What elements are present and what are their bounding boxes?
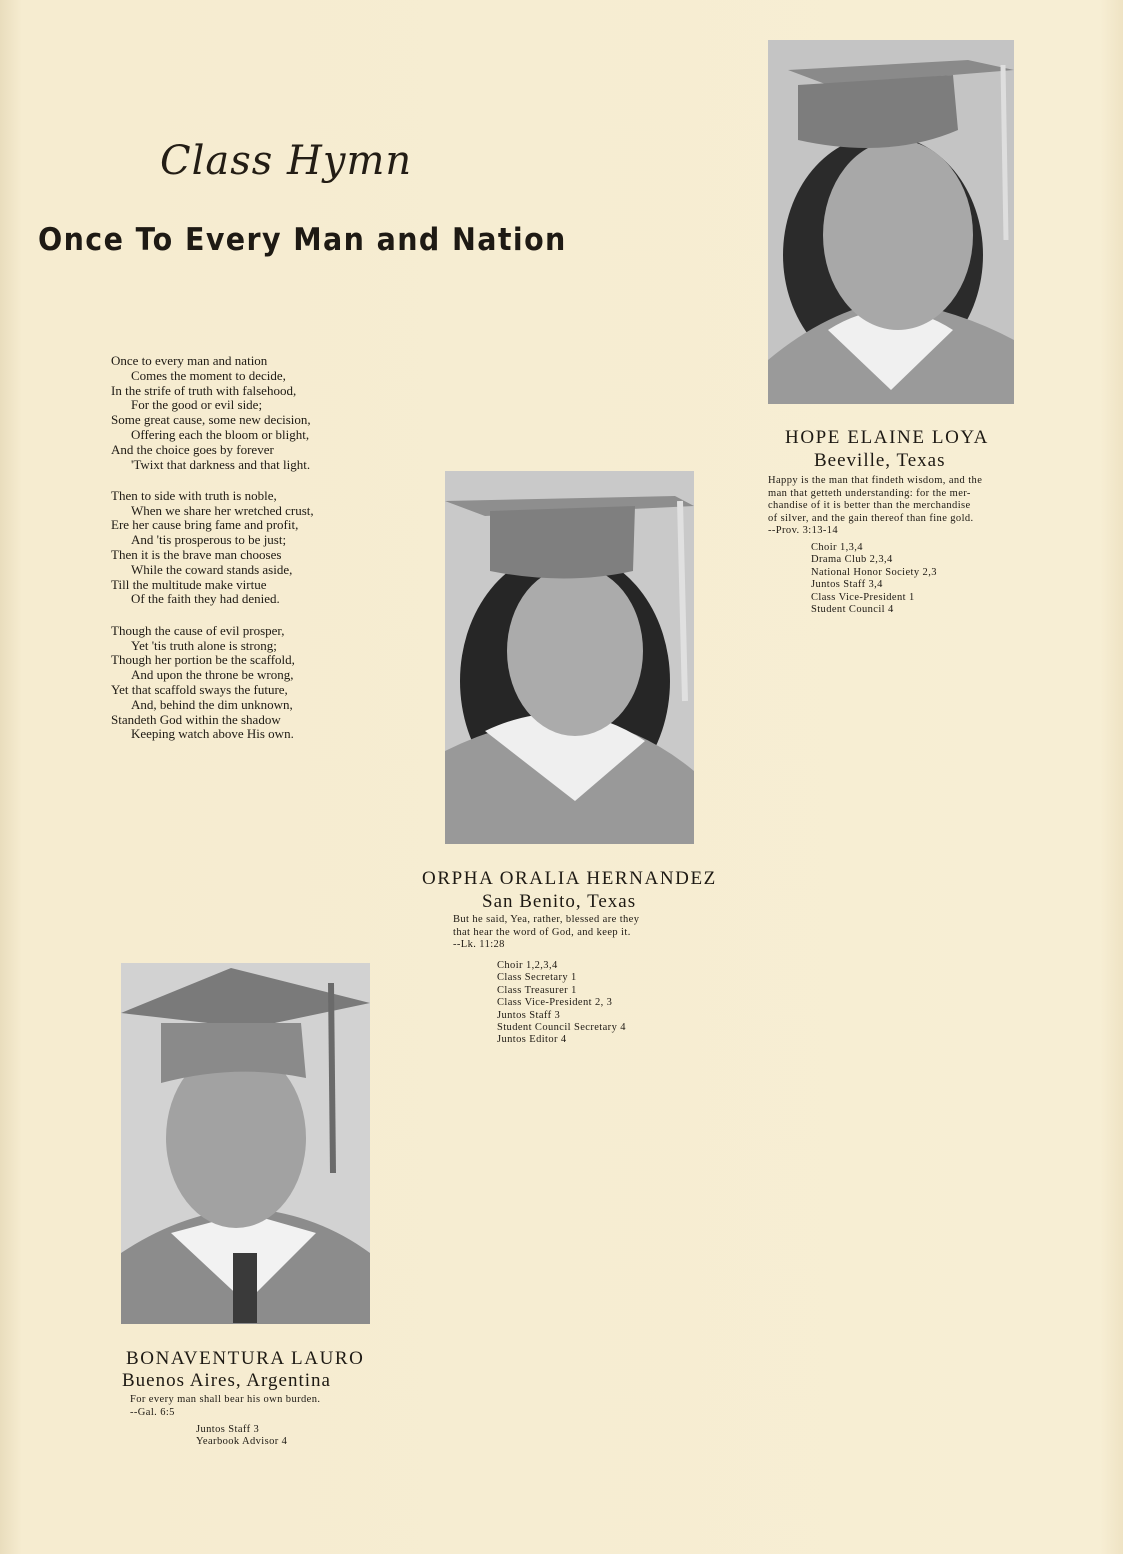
hymn-line: In the strife of truth with falsehood, xyxy=(111,382,297,398)
activity-item: Choir 1,2,3,4 xyxy=(497,960,558,971)
senior-hometown: San Benito, Texas xyxy=(482,891,637,912)
quote-line: that hear the word of God, and keep it. xyxy=(453,926,631,938)
hymn-line: Some great cause, some new decision, xyxy=(111,412,311,428)
senior-name: BONAVENTURA LAURO xyxy=(126,1348,365,1369)
hymn-verse xyxy=(111,624,314,742)
activity-item: Class Vice-President 1 xyxy=(811,591,915,603)
activity-item: Juntos Staff 3,4 xyxy=(811,579,883,591)
hymn-line: Then it is the brave man chooses xyxy=(111,547,282,563)
activity-item: National Honor Society 2,3 xyxy=(811,566,937,578)
senior-name: ORPHA ORALIA HERNANDEZ xyxy=(422,868,717,889)
hymn-line: Once to every man and nation xyxy=(111,353,268,368)
hymn-line: Yet that scaffold sways the future, xyxy=(111,681,288,697)
hymn-line: Comes the moment to decide, xyxy=(131,367,286,383)
senior-hometown: Buenos Aires, Argentina xyxy=(122,1370,331,1391)
hymn-line: And upon the throne be wrong, xyxy=(131,667,294,683)
hymn-line: Standeth God within the shadow xyxy=(111,711,281,727)
quote-line: But he said, Yea, rather, blessed are they xyxy=(453,914,640,925)
hymn-line: While the coward stands aside, xyxy=(131,561,293,577)
portrait-photo-lauro xyxy=(121,963,370,1324)
hymn-verse xyxy=(111,354,314,472)
quote-line: man that getteth understanding: for the mer- xyxy=(768,487,971,499)
hymn-line: 'Twixt that darkness and that light. xyxy=(131,456,311,472)
quote-line: of silver, and the gain thereof than fine gold. xyxy=(768,512,974,524)
hymn-line: Of the faith they had denied. xyxy=(131,591,280,607)
activities-list xyxy=(196,1424,287,1449)
activity-item: Student Council Secretary 4 xyxy=(497,1022,626,1034)
portrait-photo-hernandez xyxy=(445,471,694,844)
hymn-line: Till the multitude make virtue xyxy=(111,576,267,592)
activities-list xyxy=(497,960,626,1047)
hymn-text xyxy=(111,354,314,759)
senior-quote xyxy=(453,914,713,952)
activity-item: Juntos Editor 4 xyxy=(497,1034,567,1046)
hymn-line: Though the cause of evil prosper, xyxy=(111,622,285,638)
hymn-line: Though her portion be the scaffold, xyxy=(111,652,295,668)
hymn-line: And 'tis prosperous to be just; xyxy=(131,532,287,548)
quote-line: --Prov. 3:13-14 xyxy=(768,525,839,536)
hymn-line: Then to side with truth is noble, xyxy=(111,487,277,503)
hymn-line: Offering each the bloom or blight, xyxy=(131,426,310,442)
activity-item: Class Secretary 1 xyxy=(497,972,577,984)
hymn-line: Keeping watch above His own. xyxy=(131,726,294,742)
activity-item: Class Treasurer 1 xyxy=(497,984,577,996)
hymn-line: And the choice goes by forever xyxy=(111,441,274,457)
activity-item: Drama Club 2,3,4 xyxy=(811,554,893,566)
quote-line: For every man shall bear his own burden. xyxy=(130,1394,321,1405)
quote-line: --Gal. 6:5 xyxy=(130,1406,175,1418)
senior-name: HOPE ELAINE LOYA xyxy=(785,427,989,448)
hymn-line: And, behind the dim unknown, xyxy=(131,696,293,712)
quote-line: chandise of it is better than the merchandise xyxy=(768,500,971,511)
hymn-line: When we share her wretched crust, xyxy=(131,502,314,518)
activity-item: Choir 1,3,4 xyxy=(811,542,863,553)
activity-item: Student Council 4 xyxy=(811,604,894,616)
hymn-verse xyxy=(111,489,314,607)
activity-item: Class Vice-President 2, 3 xyxy=(497,997,613,1009)
activity-item: Juntos Staff 3 xyxy=(196,1424,260,1435)
hymn-line: Ere her cause bring fame and profit, xyxy=(111,517,299,533)
hymn-title: Once To Every Man and Nation xyxy=(38,222,567,258)
quote-line: Happy is the man that findeth wisdom, and the xyxy=(768,475,983,486)
activity-item: Yearbook Advisor 4 xyxy=(196,1436,288,1448)
senior-quote xyxy=(130,1394,390,1419)
hymn-line: For the good or evil side; xyxy=(131,397,263,413)
portrait-photo-loya xyxy=(768,40,1014,404)
senior-quote xyxy=(768,475,1018,538)
activities-list xyxy=(811,542,937,616)
quote-line: --Lk. 11:28 xyxy=(453,939,505,950)
activity-item: Juntos Staff 3 xyxy=(497,1009,561,1021)
hymn-line: Yet 'tis truth alone is strong; xyxy=(131,637,277,653)
script-title: Class Hymn xyxy=(160,138,413,184)
senior-hometown: Beeville, Texas xyxy=(814,450,946,471)
